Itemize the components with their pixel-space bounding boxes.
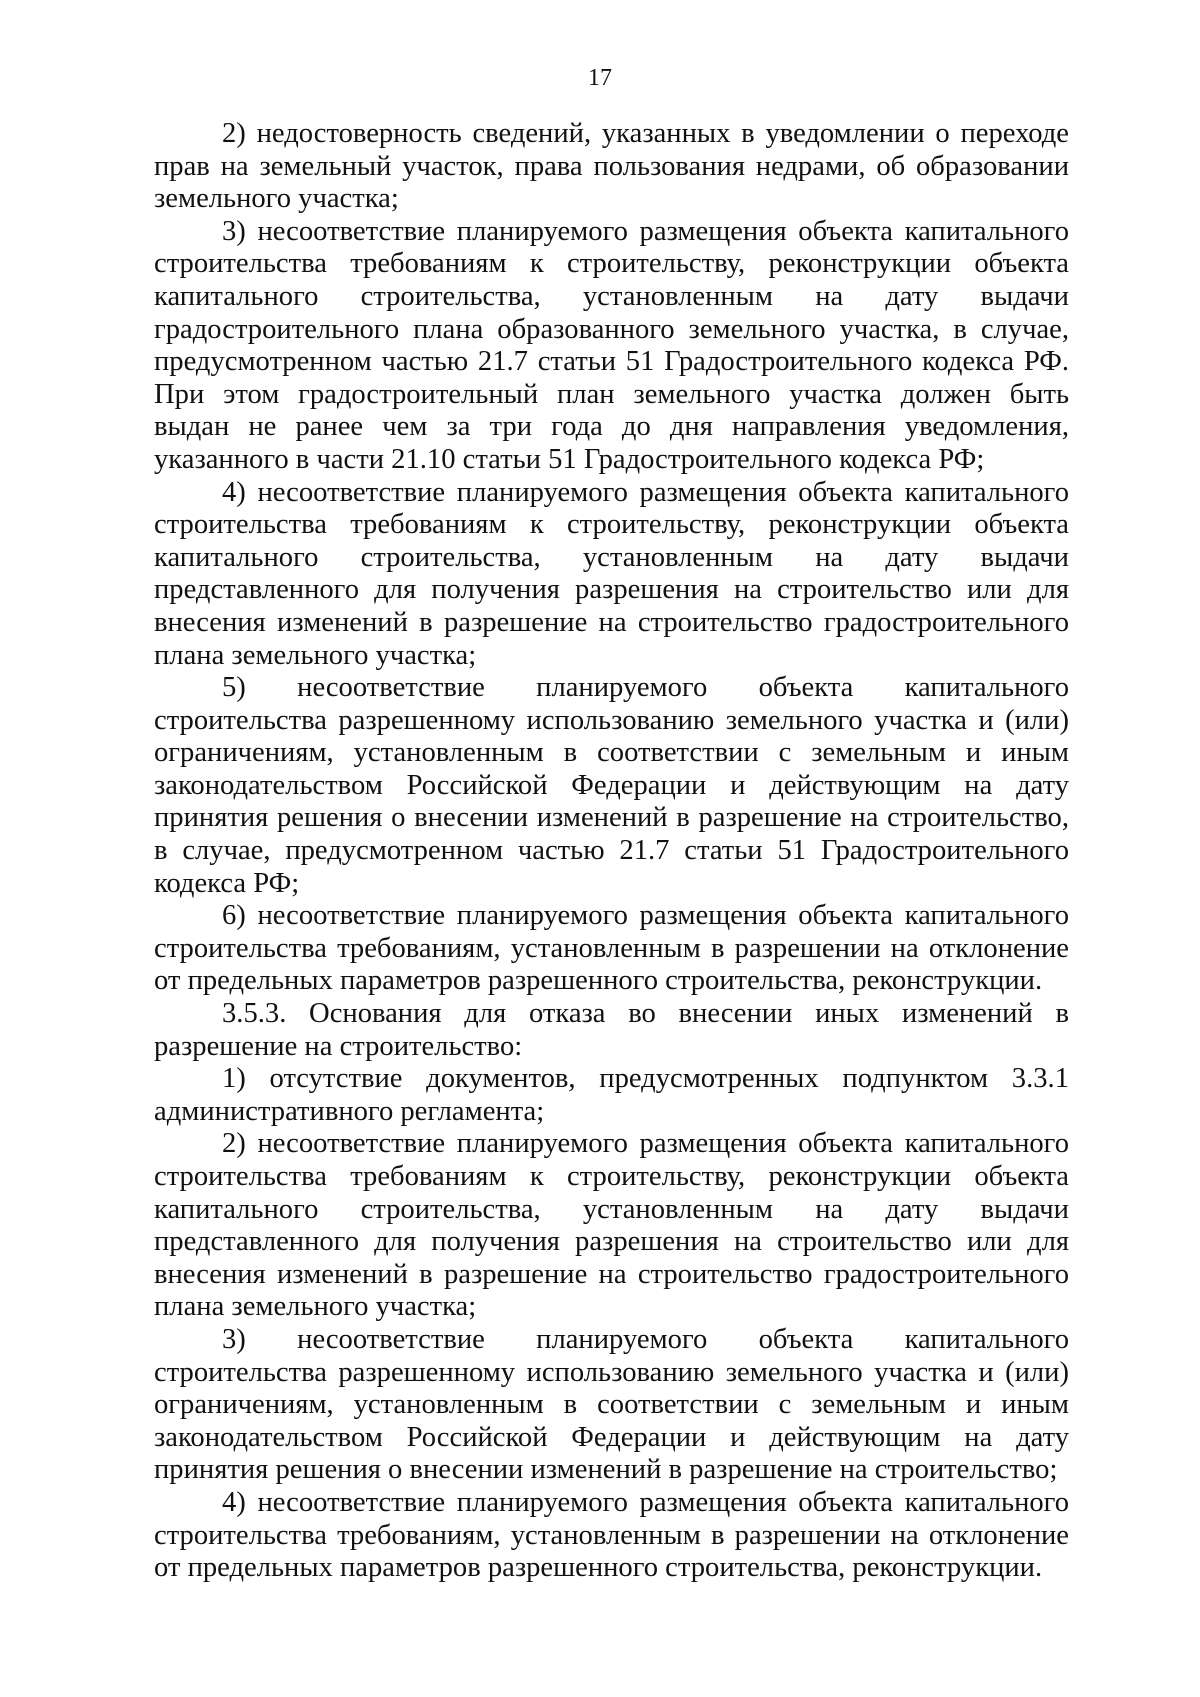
page-number: 17 bbox=[588, 65, 612, 91]
paragraph-3: 4) несоответствие планируемого размещения объекта капитального строительства требованиям к строительству, реконструкции объекта капитального строительства, установленным на дату выдачи представленного для получения разрешения на строительство или для внесения изменений в разрешение на строительство градостроительного плана земельного участка; bbox=[154, 476, 1069, 671]
paragraph-1: 2) недостоверность сведений, указанных в уведомлении о переходе прав на земельный участок, права пользования недрами, об образовании земельного участка; bbox=[154, 118, 1069, 215]
paragraph-5: 6) несоответствие планируемого размещения объекта капитального строительства требованиям, установленным в разрешении на отклонение от предельных параметров разрешенного строительства, реконструкции. bbox=[154, 900, 1069, 997]
paragraph-2: 3) несоответствие планируемого размещения объекта капитального строительства требованиям к строительству, реконструкции объекта капитального строительства, установленным на дату выдачи градостроительного плана образованного земельного участка, в случае, предусмотренном частью 21.7 статьи 51 Градостроительного кодекса РФ. При этом градостроительный план земельного участка должен быть выдан не ранее чем за три года до дня направления уведомления, указанного в части 21.10 статьи 51 Градостроительного кодекса РФ; bbox=[154, 215, 1069, 475]
paragraph-7: 1) отсутствие документов, предусмотренных подпунктом 3.3.1 административного регламента; bbox=[154, 1063, 1069, 1127]
paragraph-8: 2) несоответствие планируемого размещения объекта капитального строительства требованиям к строительству, реконструкции объекта капитального строительства, установленным на дату выдачи представленного для получения разрешения на строительство или для внесения изменений в разрешение на строительство градостроительного плана земельного участка; bbox=[154, 1128, 1069, 1323]
paragraph-9: 3) несоответствие планируемого объекта капитального строительства разрешенному использованию земельного участка и (или) ограничениям, установленным в соответствии с земельным и иным законодательством Российской Федерации и действующим на дату принятия решения о внесении изменений в разрешение на строительство; bbox=[154, 1323, 1069, 1486]
document-body bbox=[154, 118, 1069, 1585]
paragraph-10: 4) несоответствие планируемого размещения объекта капитального строительства требованиям, установленным в разрешении на отклонение от предельных параметров разрешенного строительства, реконструкции. bbox=[154, 1486, 1069, 1584]
paragraph-4: 5) несоответствие планируемого объекта капитального строительства разрешенному использованию земельного участка и (или) ограничениям, установленным в соответствии с земельным и иным законодательством Российской Федерации и действующим на дату принятия решения о внесении изменений в разрешение на строительство, в случае, предусмотренном частью 21.7 статьи 51 Градостроительного кодекса РФ; bbox=[154, 672, 1069, 899]
paragraph-6: 3.5.3. Основания для отказа во внесении иных изменений в разрешение на строительство: bbox=[154, 998, 1069, 1062]
